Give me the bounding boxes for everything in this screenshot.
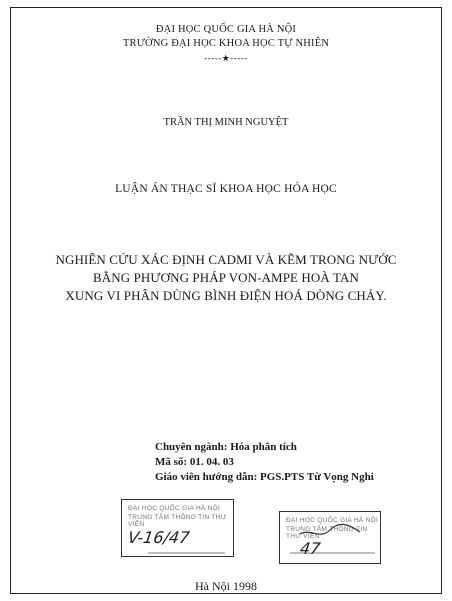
- school-name: TRƯỜNG ĐẠI HỌC KHOA HỌC TỰ NHIÊN: [122, 38, 330, 49]
- degree-title: LUẬN ÁN THẠC SĨ KHOA HỌC HÓA HỌC: [115, 183, 337, 195]
- stamp-number: V-16/47: [126, 528, 191, 547]
- code-line: Mã số: 01. 04. 03: [155, 456, 234, 468]
- star-divider: -----★-----: [204, 53, 248, 63]
- stamp-number: 47: [298, 539, 322, 558]
- author-name: TRẦN THỊ MINH NGUYỆT: [163, 117, 289, 128]
- university-name: ĐẠI HỌC QUỐC GIA HÀ NỘI: [155, 24, 297, 35]
- place-year: Hà Nội 1998: [195, 579, 257, 593]
- thesis-title-line: XUNG VI PHÂN DÙNG BÌNH ĐIỆN HOÁ DÒNG CHẢY.: [65, 288, 387, 303]
- stamp-university: ĐẠI HỌC QUỐC GIA HÀ NỘI: [286, 517, 379, 524]
- stamp-center: TRUNG TÂM THÔNG TIN THƯ VIỆN: [128, 514, 227, 528]
- advisor-line: Giáo viên hướng dẫn: PGS.PTS Từ Vọng Nghi: [155, 471, 374, 483]
- thesis-title-line: BẰNG PHƯƠNG PHÁP VON-AMPE HOÀ TAN: [93, 270, 359, 285]
- handwritten-scribble: [300, 524, 360, 534]
- thesis-title-line: NGHIÊN CỨU XÁC ĐỊNH CADMI VÀ KẼM TRONG NƯỚC: [55, 252, 397, 267]
- stamp-university: ĐẠI HỌC QUỐC GIA HÀ NỘI: [128, 505, 221, 512]
- stamp-center: TRUNG TÂM THÔNG TIN THƯ VIỆN: [286, 526, 368, 540]
- major-line: Chuyên ngành: Hóa phân tích: [155, 441, 297, 453]
